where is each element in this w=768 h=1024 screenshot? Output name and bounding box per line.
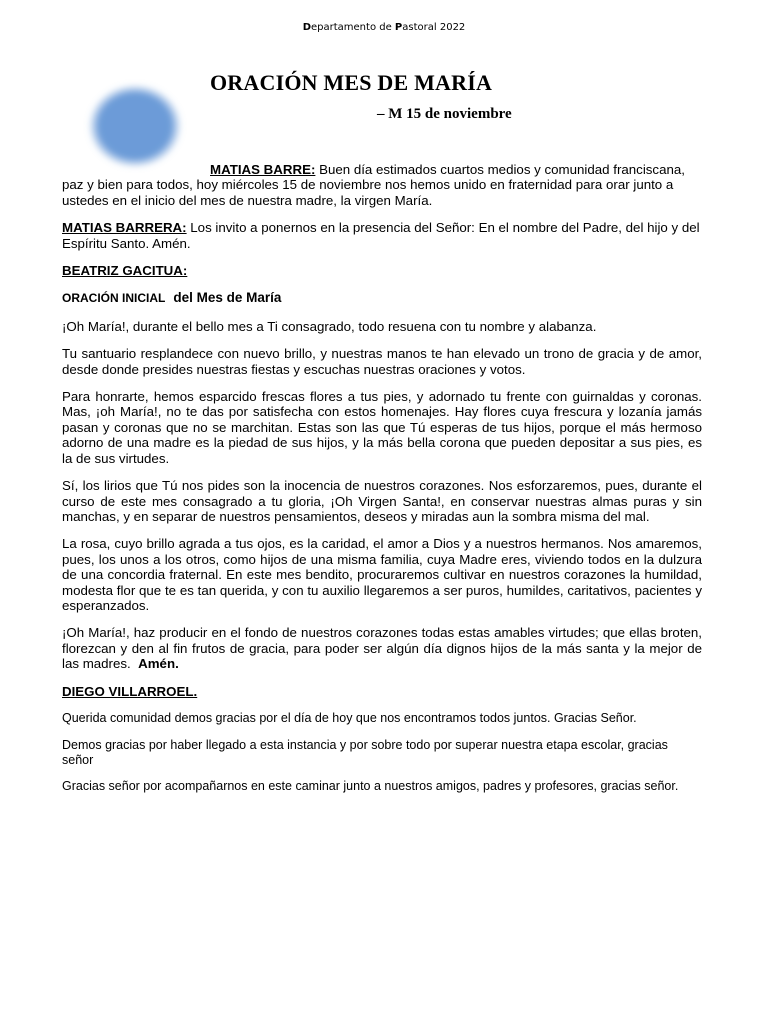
- prayer-closing-text: ¡Oh María!, haz producir en el fondo de nuestros corazones todas estas amables virtudes; que ellas broten, florezcan y den al fin frutos de gracia, para poder ser algún día dignos hijos de la más santa y la mejor de las madres.: [62, 625, 702, 672]
- prayer-paragraph: Tu santuario resplandece con nuevo brillo, y nuestras manos te han elevado un trono de gracia y de amor, desde donde presides nuestras fiestas y escuchas nuestras oraciones y votos.: [62, 346, 702, 377]
- prayer-paragraph: ¡Oh María!, durante el bello mes a Ti consagrado, todo resuena con tu nombre y alabanza.: [62, 318, 597, 334]
- speaker-diego-villarroel: DIEGO VILLARROEL.: [62, 683, 198, 699]
- prayer-closing-paragraph: [62, 625, 702, 671]
- speaker-matias-barre: MATIAS BARRE:: [210, 162, 316, 177]
- speaker-beatriz-gacitua: BEATRIZ GACITUA:: [62, 263, 188, 279]
- document-body: [62, 162, 702, 794]
- invite-text: Los invito a ponernos en la presencia del Señor: En el nombre del Padre, del hijo y del Espíritu Santo. Amén.: [62, 220, 700, 251]
- header-initial-p: P: [394, 22, 403, 33]
- prayer-heading: [62, 290, 702, 306]
- prayer-paragraph: La rosa, cuyo brillo agrada a tus ojos, es la caridad, el amor a Dios y a nuestros hermanos. Nos amaremos, pues, los unos a los otros, como hijos de una misma familia, cuya Madre eres, viviendo todos en la dulzura de una concordia fraternal. En este mes bendito, procuraremos cultivar en nuestros corazones la humildad, modesta flor que te es tan querida, y con tu auxilio llegaremos a ser puros, humildes, caritativos, pacientes y esperanzados.: [62, 536, 702, 613]
- invite-paragraph: [62, 220, 702, 251]
- intro-text: Buen día estimados cuartos medios y comunidad franciscana, paz y bien para todos, hoy miércoles 15 de noviembre nos hemos unido en fraternidad para orar junto a ustedes en el inicio del mes de nuestra madre, la virgen María.: [62, 162, 685, 208]
- prayer-paragraph: Sí, los lirios que Tú nos pides son la inocencia de nuestros corazones. Nos esforzaremos, pues, durante el curso de este mes consagrado a tu gloria, ¡Oh Virgen Santa!, en conservar nuestras almas puras y sin manchas, y en separar de nuestros pensamientos, deseos y miradas aun la sombra misma del mal.: [62, 478, 702, 524]
- amen-text: Amén.: [138, 656, 179, 672]
- prayer-label: ORACIÓN INICIAL: [62, 291, 166, 306]
- blue-circle-logo-icon: [80, 76, 190, 176]
- closing-paragraph: Querida comunidad demos gracias por el día de hoy que nos encontramos todos juntos. Gracias Señor.: [62, 710, 637, 725]
- closing-paragraph: Demos gracias por haber llegado a esta instancia y por sobre todo por superar nuestra etapa escolar, gracias señor: [62, 737, 668, 767]
- header-text-1: epartamento de: [311, 22, 395, 33]
- speaker-matias-barrera: MATIAS BARRERA:: [62, 220, 187, 236]
- prayer-paragraph: Para honrarte, hemos esparcido frescas flores a tus pies, y adornado tu frente con guirnaldas y coronas. Mas, ¡oh María!, no te das por satisfecha con estos homenajes. Hay flores cuya frescura y lozanía jamás pasan y coronas que no se marchitan. Estas son las que Tú esperas de tus hijos, porque el más hermoso adorno de una madre es la piedad de sus hijos, y la más bella corona que pueden depositar a sus pies, es la de sus virtudes.: [62, 389, 702, 466]
- intro-paragraph: [62, 162, 702, 208]
- page-header: [0, 22, 768, 33]
- header-text-2: astoral 2022: [402, 22, 466, 33]
- header-initial-d: D: [302, 22, 311, 33]
- closing-paragraph: Gracias señor por acompañarnos en este caminar junto a nuestros amigos, padres y profesores, gracias señor.: [62, 779, 679, 794]
- page-title: ORACIÓN MES DE MARÍA: [210, 70, 493, 95]
- page-subtitle: – M 15 de noviembre: [377, 106, 512, 122]
- prayer-label-rest: del Mes de María: [173, 290, 282, 306]
